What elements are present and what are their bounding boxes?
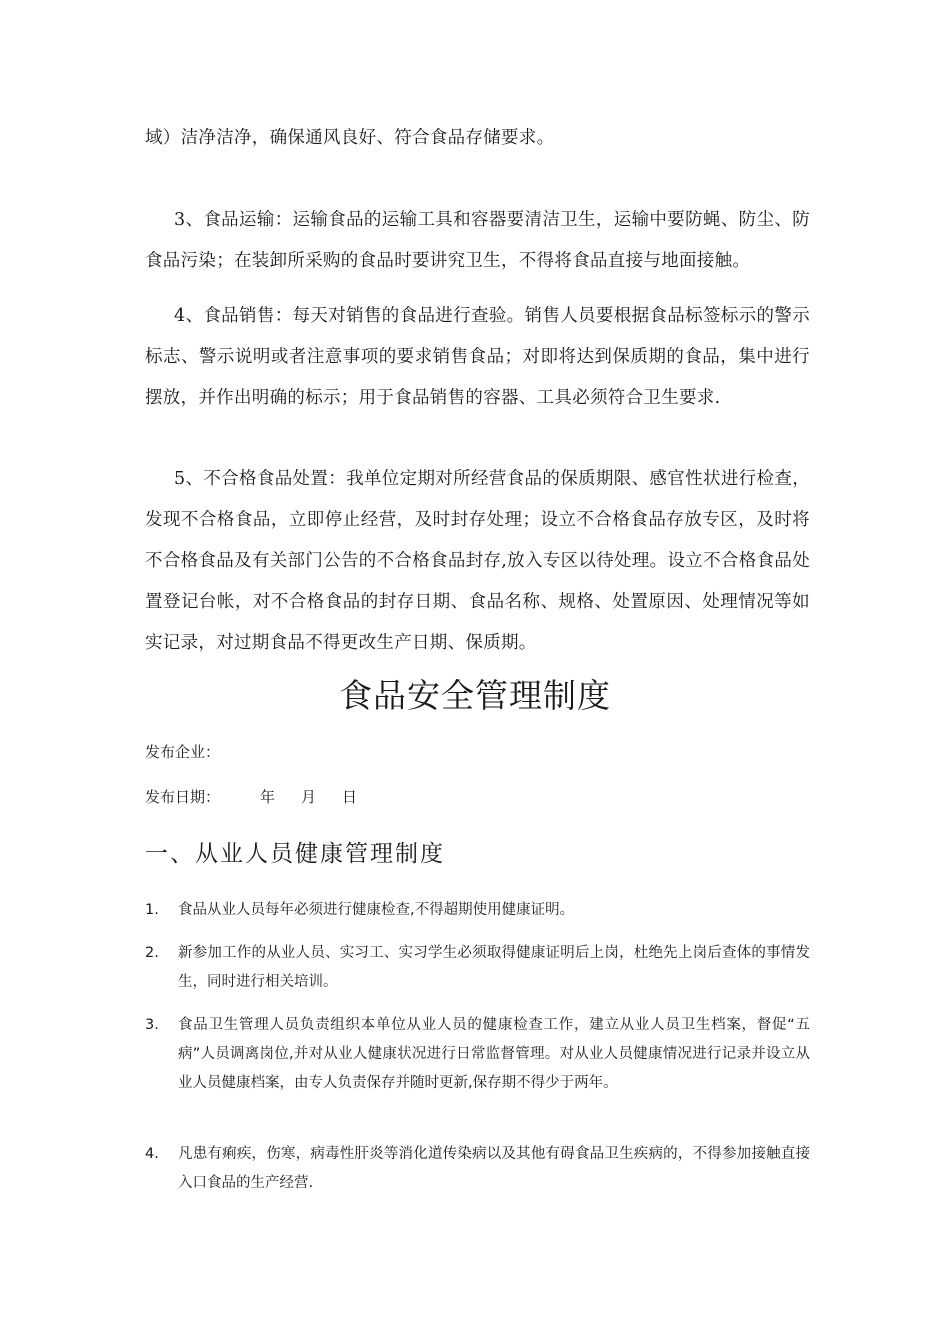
paragraph-food-sales: 4、食品销售：每天对销售的食品进行查验。销售人员要根据食品标签标示的警示标志、警示说明或者注意事项的要求销售食品；对即将达到保质期的食品，集中进行摆放，并作出明确的标示；用于食品销售的容器、工具必须符合卫生要求.: [145, 306, 810, 408]
publish-date-line: [145, 786, 357, 808]
list-item: [145, 896, 810, 925]
paragraph-food-transport: 3、食品运输：运输食品的运输工具和容器要清洁卫生，运输中要防蝇、防尘、防食品污染；在装卸所采购的食品时要讲究卫生，不得将食品直接与地面接触。: [145, 210, 810, 271]
paragraph-nonconforming-food: 5、不合格食品处置：我单位定期对所经营食品的保质期限、感官性状进行检查，发现不合格食品，立即停止经营，及时封存处理；设立不合格食品存放专区，及时将不合格食品及有关部门公告的不合格食品封存,放入专区以待处理。设立不合格食品处置登记台帐，对不合格食品的封存日期、食品名称、规格、处置原因、处理情况等如实记录，对过期食品不得更改生产日期、保质期。: [145, 469, 810, 653]
list-item: [145, 939, 810, 997]
list-item-text: 食品卫生管理人员负责组织本单位从业人员的健康检查工作，建立从业人员卫生档案，督促“五病”人员调离岗位,并对从业人健康状况进行日常监督管理。对从业人员健康情况进行记录并设立从业人员健康档案，由专人负责保存并随时更新,保存期不得少于两年。: [178, 1017, 810, 1091]
date-month: 月: [301, 788, 317, 806]
publisher-label: 发布企业：: [145, 743, 221, 761]
list-item-number: 3.: [145, 1017, 159, 1033]
list-item: [145, 1011, 810, 1098]
list-item-number: 4.: [145, 1146, 159, 1162]
paragraph-storage-end: 域）洁净洁净，确保通风良好、符合食品存储要求。: [145, 128, 555, 148]
section-heading: 一、从业人员健康管理制度: [145, 841, 445, 867]
list-item-text: 凡患有痢疾，伤寒，病毒性肝炎等消化道传染病以及其他有碍食品卫生疾病的，不得参加接触直接入口食品的生产经营.: [178, 1146, 810, 1191]
list-item-number: 2.: [145, 945, 159, 961]
list-item-number: 1.: [145, 902, 159, 918]
publish-date-label: 发布日期：: [145, 788, 221, 806]
document-title: 食品安全管理制度: [339, 676, 611, 715]
date-year: 年: [260, 788, 276, 806]
list-item-text: 新参加工作的从业人员、实习工、实习学生必须取得健康证明后上岗，杜绝先上岗后查体的事情发生，同时进行相关培训。: [178, 945, 810, 990]
list-item-text: 食品从业人员每年必须进行健康检查,不得超期使用健康证明。: [178, 902, 575, 918]
list-item: [145, 1140, 810, 1198]
date-day: 日: [342, 788, 358, 806]
